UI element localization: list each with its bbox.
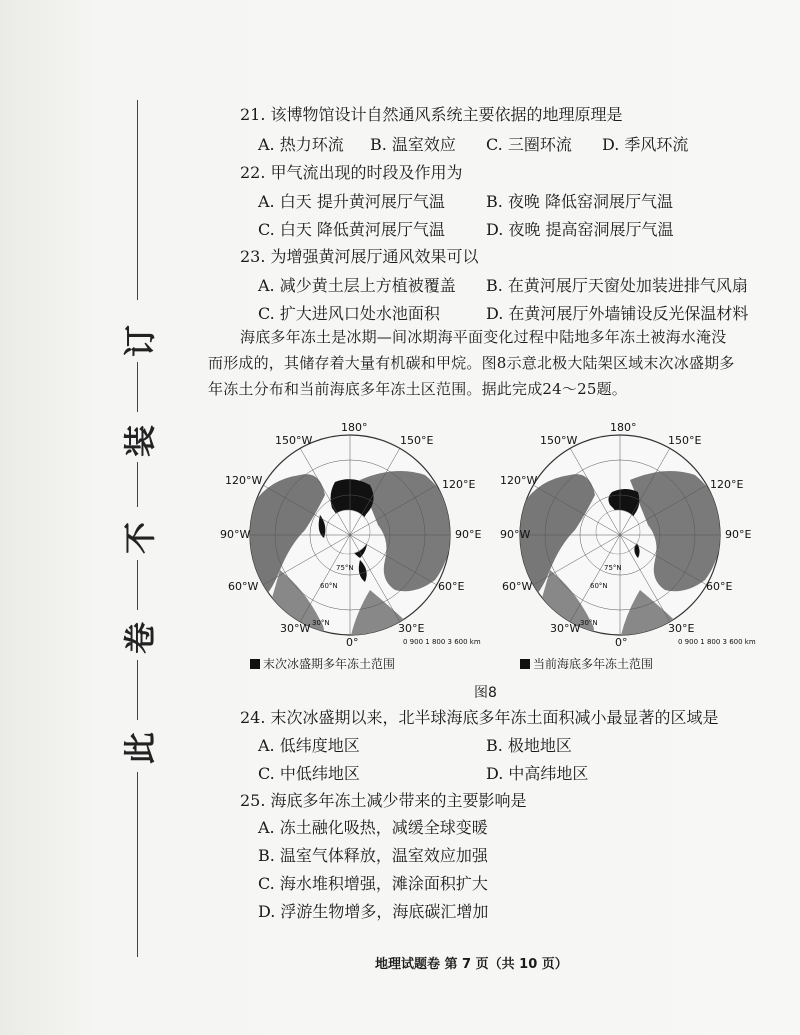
lon-label: 120°E bbox=[710, 478, 744, 491]
binding-char-5: 此 bbox=[121, 732, 159, 765]
question-23-option-d: D. 在黄河展厅外墙铺设反光保温材料 bbox=[486, 304, 749, 323]
question-25-option-a: A. 冻土融化吸热，减缓全球变暖 bbox=[258, 818, 488, 837]
binding-line bbox=[137, 462, 138, 507]
legend-swatch bbox=[250, 659, 260, 669]
lon-label: 30°E bbox=[668, 622, 695, 635]
binding-line bbox=[137, 660, 138, 720]
lon-label: 30°W bbox=[550, 622, 581, 635]
lon-label: 150°W bbox=[540, 434, 578, 447]
legend-right-label: 当前海底多年冻土范围 bbox=[533, 657, 654, 671]
map-current-subsea-permafrost bbox=[500, 420, 770, 650]
question-22-option-a: A. 白天 提升黄河展厅气温 bbox=[258, 192, 445, 211]
question-22-stem: 22. 甲气流出现的时段及作用为 bbox=[240, 163, 463, 182]
binding-line bbox=[137, 362, 138, 412]
figure-caption: 图8 bbox=[474, 685, 497, 701]
question-24-stem: 24. 末次冰盛期以来，北半球海底多年冻土面积减小最显著的区域是 bbox=[240, 708, 719, 727]
question-21-option-b: B. 温室效应 bbox=[370, 135, 456, 154]
binding-line bbox=[137, 560, 138, 610]
lon-label: 90°E bbox=[725, 528, 752, 541]
lon-label: 180° bbox=[610, 421, 637, 434]
binding-char-1: 订 bbox=[121, 325, 159, 358]
lon-label: 90°W bbox=[500, 528, 531, 541]
passage-line-2: 而形成的，其储存着大量有机碳和甲烷。图8示意北极大陆架区域末次冰盛期多 bbox=[208, 354, 735, 372]
question-25-option-c: C. 海水堆积增强，滩涂面积扩大 bbox=[258, 874, 488, 893]
scale-bar: 0 900 1 800 3 600 km bbox=[678, 638, 756, 646]
question-21-option-d: D. 季风环流 bbox=[602, 135, 689, 154]
question-22-option-c: C. 白天 降低黄河展厅气温 bbox=[258, 220, 445, 239]
legend-left bbox=[250, 655, 395, 672]
question-24-option-d: D. 中高纬地区 bbox=[486, 764, 589, 783]
lon-label: 60°E bbox=[438, 580, 465, 593]
lon-label: 120°W bbox=[500, 474, 538, 487]
lat-label: 60°N bbox=[320, 582, 338, 590]
lon-label: 30°W bbox=[280, 622, 311, 635]
binding-line bbox=[137, 100, 138, 300]
page-footer: 地理试题卷 第 7 页（共 10 页） bbox=[375, 957, 568, 972]
map-last-glacial-maximum bbox=[220, 420, 490, 650]
lon-label: 90°W bbox=[220, 528, 251, 541]
polar-map-left bbox=[220, 420, 490, 650]
legend-swatch bbox=[520, 659, 530, 669]
lat-label: 75°N bbox=[336, 564, 354, 572]
lon-label: 30°E bbox=[398, 622, 425, 635]
legend-right bbox=[520, 655, 653, 672]
question-24-option-c: C. 中低纬地区 bbox=[258, 764, 360, 783]
passage-line-3: 年冻土分布和当前海底多年冻土区范围。据此完成24～25题。 bbox=[208, 380, 627, 398]
scale-bar: 0 900 1 800 3 600 km bbox=[403, 638, 481, 646]
question-22-option-b: B. 夜晚 降低窑洞展厅气温 bbox=[486, 192, 674, 211]
legend-left-label: 末次冰盛期多年冻土范围 bbox=[263, 657, 396, 671]
question-23-option-c: C. 扩大进风口处水池面积 bbox=[258, 304, 440, 323]
binding-char-2: 装 bbox=[121, 425, 159, 458]
lon-label: 60°W bbox=[502, 580, 533, 593]
lon-label: 0° bbox=[346, 636, 359, 649]
question-24-option-b: B. 极地地区 bbox=[486, 736, 572, 755]
lon-label: 60°W bbox=[228, 580, 259, 593]
lon-label: 90°E bbox=[455, 528, 482, 541]
lon-label: 150°W bbox=[275, 434, 313, 447]
lon-label: 180° bbox=[341, 421, 368, 434]
passage-line-1: 海底多年冻土是冰期—间冰期海平面变化过程中陆地多年冻土被海水淹没 bbox=[240, 328, 727, 346]
lon-label: 150°E bbox=[400, 434, 434, 447]
question-23-option-b: B. 在黄河展厅天窗处加装进排气风扇 bbox=[486, 276, 748, 295]
lon-label: 120°W bbox=[225, 474, 263, 487]
binding-char-4: 卷 bbox=[121, 622, 159, 655]
question-25-option-d: D. 浮游生物增多，海底碳汇增加 bbox=[258, 902, 489, 921]
question-21-option-c: C. 三圈环流 bbox=[486, 135, 572, 154]
question-25-stem: 25. 海底多年冻土减少带来的主要影响是 bbox=[240, 791, 527, 810]
polar-map-right bbox=[500, 420, 770, 650]
question-23-option-a: A. 减少黄土层上方植被覆盖 bbox=[258, 276, 456, 295]
lon-label: 60°E bbox=[706, 580, 733, 593]
binding-char-3: 不 bbox=[121, 522, 159, 555]
lon-label: 0° bbox=[615, 636, 628, 649]
question-25-option-b: B. 温室气体释放，温室效应加强 bbox=[258, 846, 488, 865]
lat-label: 30°N bbox=[312, 619, 330, 627]
passage bbox=[208, 324, 768, 402]
lat-label: 75°N bbox=[604, 564, 622, 572]
question-21-option-a: A. 热力环流 bbox=[258, 135, 344, 154]
lat-label: 60°N bbox=[590, 582, 608, 590]
lon-label: 150°E bbox=[668, 434, 702, 447]
lat-label: 30°N bbox=[580, 619, 598, 627]
question-23-stem: 23. 为增强黄河展厅通风效果可以 bbox=[240, 247, 479, 266]
question-22-option-d: D. 夜晚 提高窑洞展厅气温 bbox=[486, 220, 674, 239]
binding-line bbox=[137, 772, 138, 957]
question-24-option-a: A. 低纬度地区 bbox=[258, 736, 360, 755]
lon-label: 120°E bbox=[442, 478, 476, 491]
question-21-stem: 21. 该博物馆设计自然通风系统主要依据的地理原理是 bbox=[240, 105, 623, 124]
